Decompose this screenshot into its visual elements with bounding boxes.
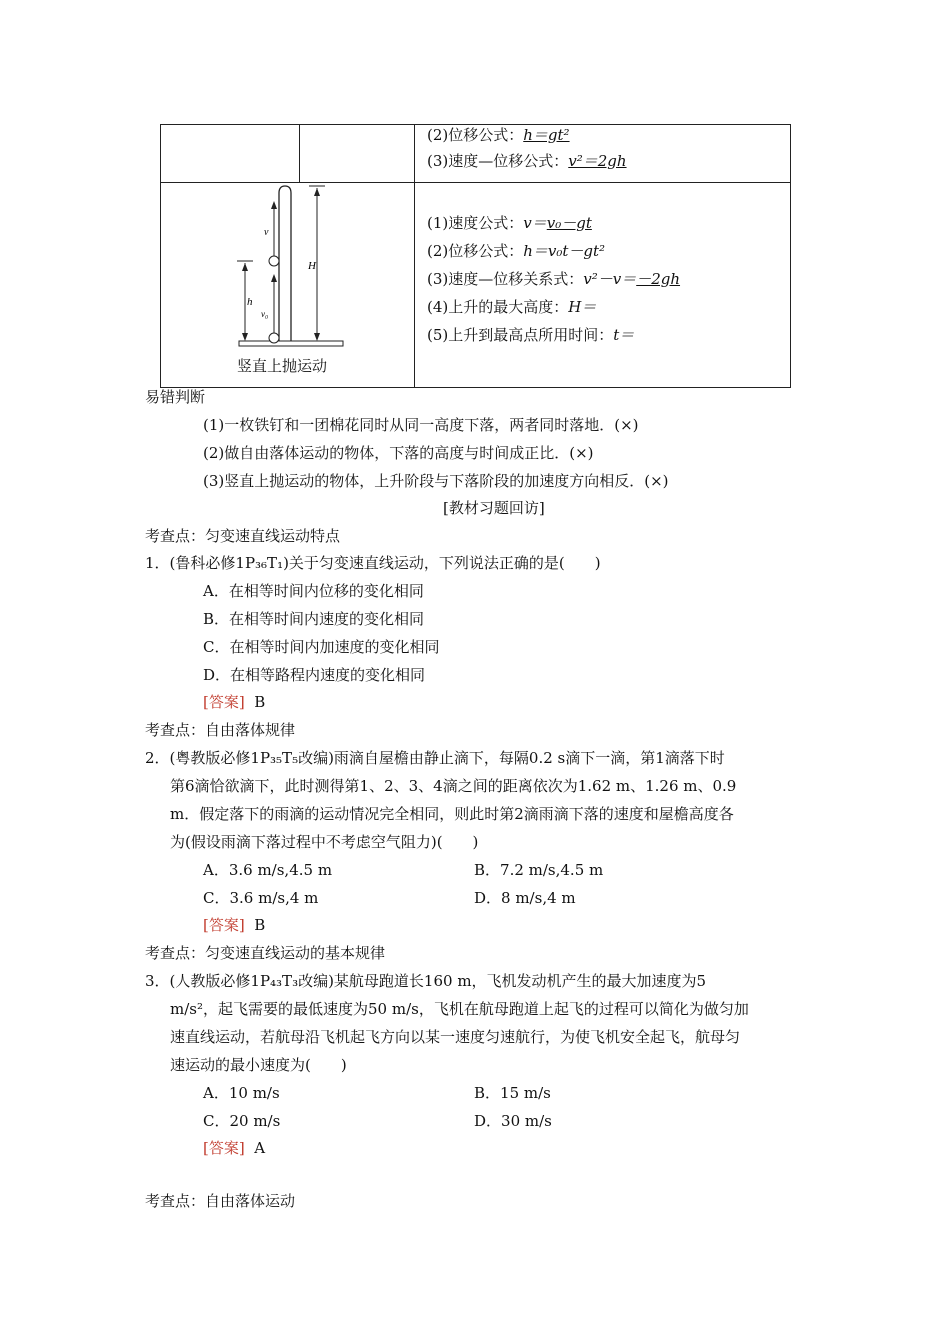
answer-label: [答案]: [203, 693, 245, 711]
formula-label: (2)位移公式：: [427, 242, 524, 260]
formula-label: (3)速度—位移关系式：: [427, 270, 584, 288]
formula-eq: h＝v₀t－gt²: [523, 242, 606, 260]
label-v0: v₀: [261, 309, 269, 319]
table-cell-free-fall-formulas: [415, 125, 791, 183]
tube-outline: [279, 186, 291, 341]
formula-eq: v＝: [523, 214, 547, 232]
ball-upper: [269, 256, 279, 266]
formula-eq: v²－v＝: [583, 270, 637, 288]
diagram-caption: 竖直上抛运动: [237, 357, 328, 375]
question-stem: 1．(鲁科必修1P₃₆T₁)关于匀变速直线运动，下列说法正确的是( ): [145, 554, 601, 572]
answer-value: A: [254, 1139, 266, 1157]
question-stem: m/s²，起飞需要的最低速度为50 m/s，飞机在航母跑道上起飞的过程可以简化为做匀加: [170, 1000, 749, 1018]
question-stem: 速运动的最小速度为( ): [170, 1056, 347, 1074]
option: C．在相等时间内加速度的变化相同: [203, 638, 440, 656]
option: A．10 m/s: [203, 1084, 280, 1102]
option: A．3.6 m/s,4.5 m: [203, 861, 333, 879]
option: D．8 m/s,4 m: [474, 889, 576, 907]
option: D．30 m/s: [474, 1112, 552, 1130]
label-h: h: [247, 296, 253, 308]
formula-answer: v₀－gt: [546, 214, 592, 232]
formula-answer: v²＝2gh: [568, 152, 627, 170]
table-cell-vertical-throw-formulas: [415, 183, 791, 388]
velocity-arrowhead: [271, 201, 277, 209]
formula-label: (5)上升到最高点所用时间：: [427, 326, 614, 344]
judgment-item: (2)做自由落体运动的物体，下落的高度与时间成正比．(×): [203, 444, 594, 462]
initial-velocity-arrowhead: [271, 274, 277, 282]
formula-answer: －2gh: [636, 270, 681, 288]
section-title: [教材习题回访]: [443, 499, 545, 517]
question-stem: m．假定落下的雨滴的运动情况完全相同，则此时第2滴雨滴下落的速度和屋檐高度各: [170, 805, 734, 823]
vertical-throw-diagram: [161, 183, 413, 353]
table-cell-empty-2: [300, 125, 415, 183]
formula-label: (3)速度—位移公式：: [427, 152, 569, 170]
kaodian-label: 考查点：自由落体规律: [145, 721, 296, 739]
label-v: v: [264, 227, 269, 238]
answer-line: [203, 691, 265, 712]
judgment-item: (3)竖直上抛运动的物体，上升阶段与下落阶段的加速度方向相反．(×): [203, 472, 669, 490]
option: B．7.2 m/s,4.5 m: [474, 861, 604, 879]
question-stem: 第6滴恰欲滴下，此时测得第1、2、3、4滴之间的距离依次为1.62 m、1.26 m、0.9: [170, 777, 737, 795]
kaodian-label: 考查点：自由落体运动: [145, 1192, 296, 1210]
answer-line: [203, 1137, 265, 1158]
formula-eq: t＝: [613, 326, 635, 344]
option: A．在相等时间内位移的变化相同: [203, 582, 424, 600]
table-cell-diagram: [161, 183, 415, 388]
option: D．在相等路程内速度的变化相同: [203, 666, 426, 684]
question-stem: 2．(粤教版必修1P₃₅T₅改编)雨滴自屋檐由静止滴下，每隔0.2 s滴下一滴，第1滴落下时: [145, 749, 725, 767]
answer-label: [答案]: [203, 1139, 245, 1157]
answer-value: B: [254, 693, 266, 711]
option: C．20 m/s: [203, 1112, 281, 1130]
answer-label: [答案]: [203, 916, 245, 934]
option: C．3.6 m/s,4 m: [203, 889, 319, 907]
formula-answer: h＝gt²: [523, 126, 570, 144]
ground-base: [239, 341, 343, 346]
table-cell-empty-1: [161, 125, 300, 183]
formula-label: (2)位移公式：: [427, 126, 524, 144]
answer-line: [203, 914, 265, 935]
option: B．15 m/s: [474, 1084, 551, 1102]
formula-eq: H＝: [568, 298, 597, 316]
judgment-item: (1)一枚铁钉和一团棉花同时从同一高度下落，两者同时落地．(×): [203, 416, 639, 434]
formula-label: (4)上升的最大高度：: [427, 298, 569, 316]
formula-label: (1)速度公式：: [427, 214, 524, 232]
question-stem: 为(假设雨滴下落过程中不考虑空气阻力)( ): [170, 833, 479, 851]
answer-value: B: [254, 916, 266, 934]
option: B．在相等时间内速度的变化相同: [203, 610, 425, 628]
formula-table: [160, 124, 791, 388]
question-stem: 速直线运动，若航母沿飞机起飞方向以某一速度匀速航行，为使飞机安全起飞，航母匀: [170, 1028, 741, 1046]
label-H: H: [308, 260, 316, 272]
kaodian-label: 考查点：匀变速直线运动的基本规律: [145, 944, 386, 962]
ball-lower: [269, 333, 279, 343]
question-stem: 3．(人教版必修1P₄₃T₃改编)某航母跑道长160 m，飞机发动机产生的最大加速度为5: [145, 972, 707, 990]
section-heading-yicuo: 易错判断: [145, 388, 206, 406]
kaodian-label: 考查点：匀变速直线运动特点: [145, 527, 341, 545]
